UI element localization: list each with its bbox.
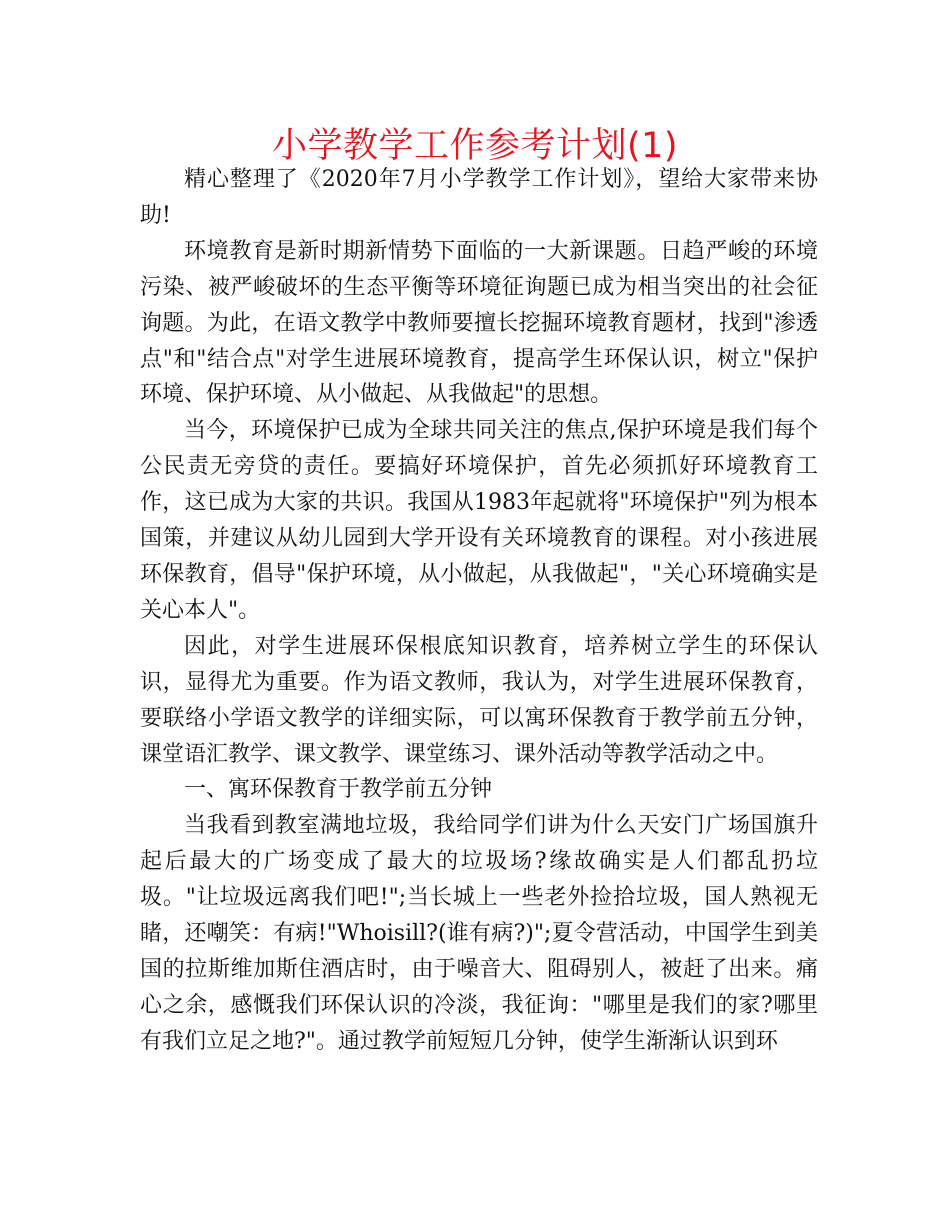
paragraph-teacher-role: 因此，对学生进展环保根底知识教育，培养树立学生的环保认识，显得尤为重要。作为语文教师，我认为，对学生进展环保教育，要联络小学语文教学的详细实际，可以寓环保教育于教学前五分钟，课堂语汇教学、课文教学、课堂练习、课外活动等教学活动之中。 — [140, 633, 818, 767]
document-body — [140, 162, 818, 1060]
paragraph-environmental-protection: 当今，环境保护已成为全球共同关注的焦点,保护环境是我们每个公民责无旁贷的责任。要搞好环境保护，首先必须抓好环境教育工作，这已成为大家的共识。我国从1983年起就将"环境保护"列为根本国策，并建议从幼儿园到大学开设有关环境教育的课程。对小孩进展环保教育，倡导"保护环境，从小做起，从我做起"，"关心环境确实是关心本人"。 — [140, 418, 818, 623]
paragraph-examples: 当我看到教室满地垃圾，我给同学们讲为什么天安门广场国旗升起后最大的广场变成了最大的垃圾场?缘故确实是人们都乱扔垃圾。"让垃圾远离我们吧!";当长城上一些老外捡拾垃圾，国人熟视无睹，还嘲笑：有病!"Whoisill?(谁有病?)";夏令营活动，中国学生到美国的拉斯维加斯住酒店时，由于噪音大、阻碍别人，被赶了出来。痛心之余，感慨我们环保认识的冷淡，我征询："哪里是我们的家?哪里有我们立足之地?"。通过教学前短短几分钟，使学生渐渐认识到环 — [140, 813, 818, 1054]
paragraph-environmental-education: 环境教育是新时期新情势下面临的一大新课题。日趋严峻的环境污染、被严峻破坏的生态平衡等环境征询题已成为相当突出的社会征询题。为此，在语文教学中教师要擅长挖掘环境教育题材，找到"渗透点"和"结合点"对学生进展环境教育，提高学生环保认识，树立"保护环境、保护环境、从小做起、从我做起"的思想。 — [140, 238, 818, 408]
section-heading-five-minutes: 一、寓环保教育于教学前五分钟 — [184, 777, 493, 803]
paragraph-intro: 精心整理了《2020年7月小学教学工作计划》，望给大家带来协助! — [140, 167, 818, 228]
page-title: 小学教学工作参考计划(1) — [271, 126, 679, 166]
